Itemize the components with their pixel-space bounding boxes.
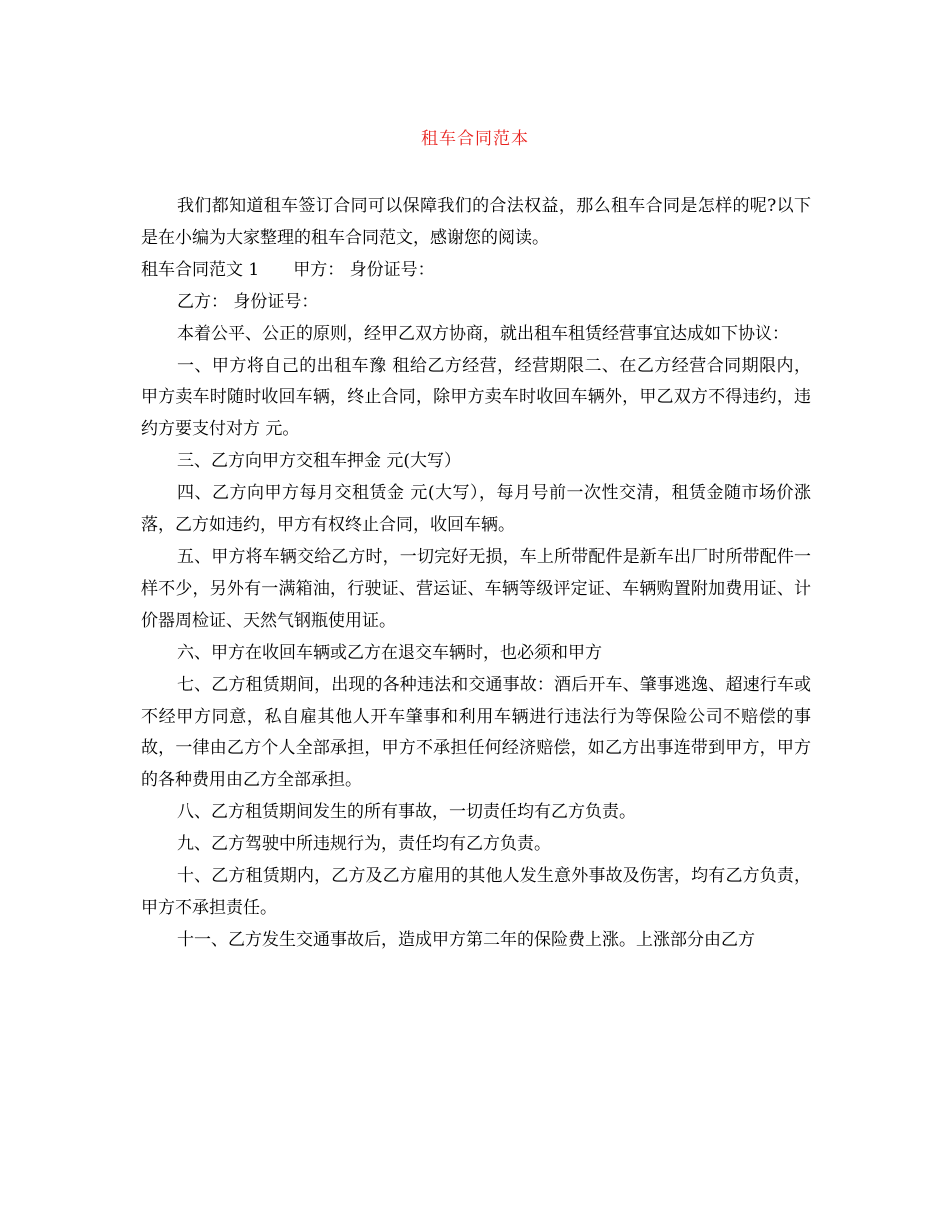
- sample-heading-line: [141, 255, 811, 287]
- clause-paragraph: 三、乙方向甲方交租车押金 元(大写）: [177, 451, 462, 472]
- preamble-paragraph: 本着公平、公正的原则，经甲乙双方协商，就出租车租赁经营事宜达成如下协议：: [177, 323, 789, 344]
- sample-heading: 租车合同范文 1: [141, 259, 260, 280]
- intro-paragraph: 我们都知道租车签订合同可以保障我们的合法权益，那么租车合同是怎样的呢?以下是在小编为大家整理的租车合同范文，感谢您的阅读。: [141, 196, 811, 248]
- clause-paragraph: 四、乙方向甲方每月交租赁金 元(大写），每月号前一次性交清，租赁金随市场价涨落，乙方如违约，甲方有权终止合同，收回车辆。: [141, 483, 811, 536]
- clause-paragraph: 六、甲方在收回车辆或乙方在退交车辆时，也必须和甲方: [177, 642, 602, 663]
- clause-paragraph: 五、甲方将车辆交给乙方时，一切完好无损，车上所带配件是新车出厂时所带配件一样不少，另外有一满箱油，行驶证、营运证、车辆等级评定证、车辆购置附加费用证、计价器周检证、天然气钢瓶使用证。: [141, 546, 811, 631]
- clause-paragraph: 九、乙方驾驶中所违规行为，责任均有乙方负责。: [177, 834, 551, 855]
- clause-paragraph: 八、乙方租赁期间发生的所有事故，一切责任均有乙方负责。: [177, 802, 636, 823]
- party-a-line: 甲方： 身份证号：: [293, 259, 435, 280]
- document-body: [141, 191, 811, 957]
- clause-paragraph: 一、甲方将自己的出租车豫 租给乙方经营，经营期限二、在乙方经营合同期限内，甲方卖车时随时收回车辆，终止合同，除甲方卖车时收回车辆外，甲乙双方不得违约，违约方要支付对方 元。: [141, 355, 811, 440]
- clause-paragraph: 十一、乙方发生交通事故后，造成甲方第二年的保险费上涨。上涨部分由乙方: [177, 929, 755, 950]
- party-b-line: 乙方： 身份证号：: [177, 291, 319, 312]
- clause-paragraph: 十、乙方租赁期内，乙方及乙方雇用的其他人发生意外事故及伤害，均有乙方负责，甲方不承担责任。: [141, 866, 811, 918]
- document-title: 租车合同范本: [421, 129, 529, 149]
- clause-paragraph: 七、乙方租赁期间，出现的各种违法和交通事故：酒后开车、肇事逃逸、超速行车或不经甲方同意，私自雇其他人开车肇事和利用车辆进行违法行为等保险公司不赔偿的事故，一律由乙方个人全部承担，甲方不承担任何经济赔偿，如乙方出事连带到甲方，甲方的各种费用由乙方全部承担。: [141, 674, 811, 791]
